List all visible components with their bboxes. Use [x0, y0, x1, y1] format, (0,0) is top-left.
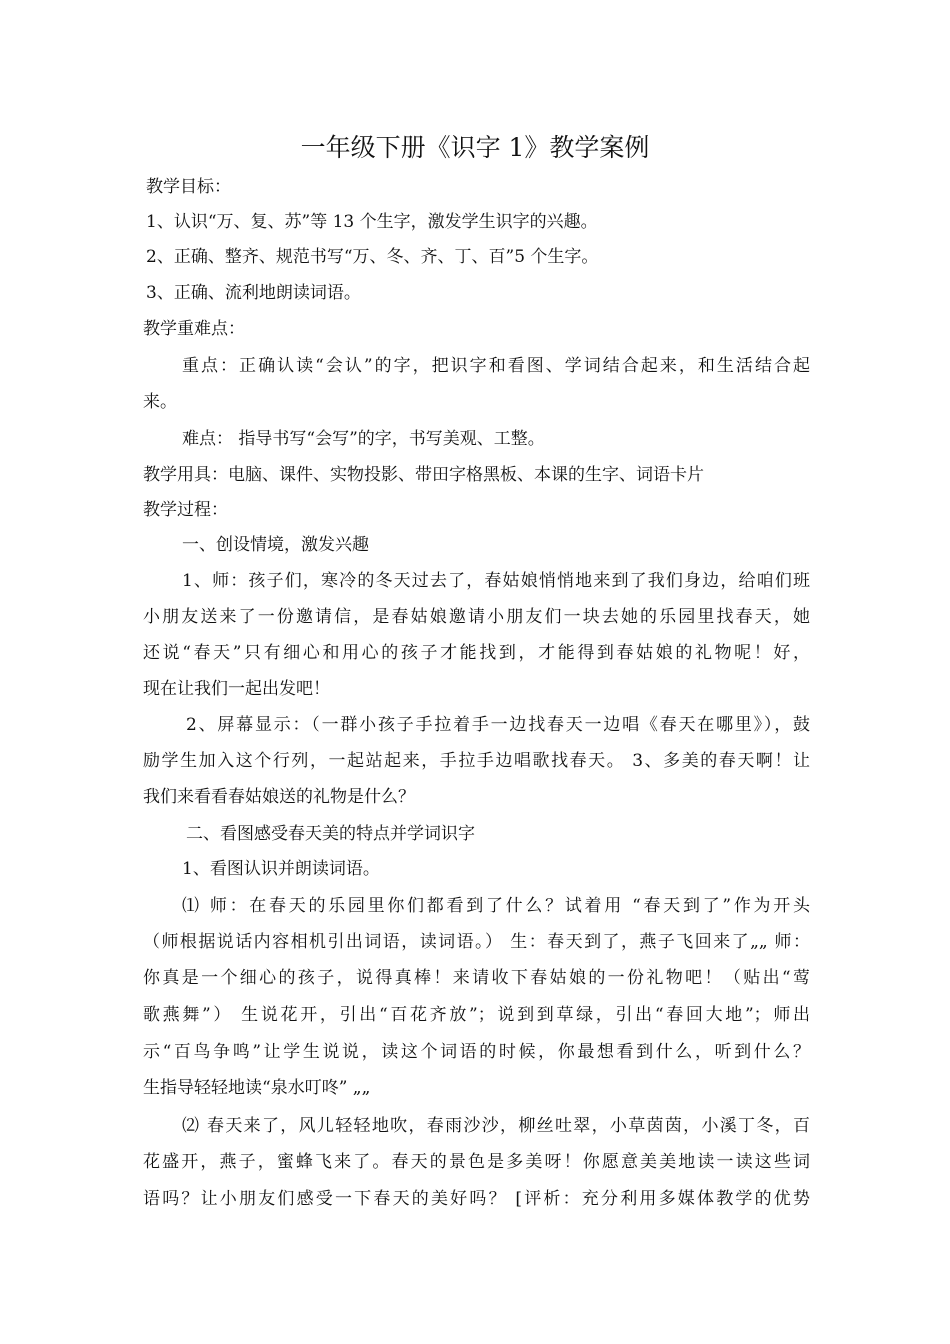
section1-p1-line: 还说“春天”只有细心和用心的孩子才能找到，才能得到春姑娘的礼物呢！好， [143, 643, 810, 663]
key-point-line: 重点：正确认读“会认”的字，把识字和看图、学词结合起来，和生活结合起 [182, 356, 810, 376]
goal-item: 3、正确、流利地朗读词语。 [146, 283, 361, 303]
section1-p1-line: 小朋友送来了一份邀请信，是春姑娘邀请小朋友们一块去她的乐园里找春天，她 [143, 607, 810, 627]
section2-p1-line: （师根据说话内容相机引出词语，读词语。） 生：春天到了，燕子飞回来了„„ 师： [143, 932, 810, 952]
section1-p2-line: 2、屏幕显示：（一群小孩子手拉着手一边找春天一边唱《春天在哪里》），鼓 [186, 715, 810, 735]
process-heading: 教学过程： [143, 500, 228, 520]
section2-p1-line: 歌燕舞”） 生说花开，引出“百花齐放”；说到到草绿，引出“春回大地”；师出 [143, 1005, 810, 1025]
tools-line: 教学用具：电脑、课件、实物投影、带田字格黑板、本课的生字、词语卡片 [143, 465, 704, 485]
section1-p2-line: 我们来看看春姑娘送的礼物是什么？ [143, 787, 415, 807]
key-point-line: 来。 [143, 392, 177, 412]
goal-item: 2、正确、整齐、规范书写“万、冬、齐、丁、百”5 个生字。 [146, 247, 599, 267]
section2-heading: 二、看图感受春天美的特点并学词识字 [186, 824, 475, 844]
section1-p1-line: 现在让我们一起出发吧！ [143, 679, 330, 699]
section2-p1-line: 生指导轻轻地读“泉水叮咚” „„ [143, 1078, 371, 1098]
section2-p1-line: ⑴ 师：在春天的乐园里你们都看到了什么？试着用 “春天到了”作为开头 [182, 896, 810, 916]
section1-p2-line: 励学生加入这个行列，一起站起来，手拉手边唱歌找春天。 3、多美的春天啊！让 [143, 751, 810, 771]
section1-p1-line: 1、师：孩子们，寒冷的冬天过去了，春姑娘悄悄地来到了我们身边，给咱们班 [182, 571, 810, 591]
key-heading: 教学重难点： [143, 319, 245, 339]
section2-p2-line: ⑵ 春天来了，风儿轻轻地吹，春雨沙沙，柳丝吐翠，小草茵茵，小溪丁冬，百 [182, 1116, 810, 1136]
section2-p1-line: 示“百鸟争鸣”让学生说说，读这个词语的时候，你最想看到什么，听到什么？ [143, 1042, 810, 1062]
document-title: 一年级下册《识字 1》教学案例 [300, 133, 650, 162]
section2-sub: 1、看图认识并朗读词语。 [182, 859, 380, 879]
goals-heading: 教学目标： [146, 177, 231, 197]
section2-p2-line: 语吗？让小朋友们感受一下春天的美好吗？ [评析：充分利用多媒体教学的优势 [143, 1189, 810, 1209]
section1-heading: 一、创设情境，激发兴趣 [182, 535, 369, 555]
difficult-point: 难点： 指导书写“会写”的字，书写美观、工整。 [182, 429, 545, 449]
goal-item: 1、认识“万、复、苏”等 13 个生字，激发学生识字的兴趣。 [146, 212, 598, 232]
section2-p2-line: 花盛开，燕子，蜜蜂飞来了。春天的景色是多美呀！你愿意美美地读一读这些词 [143, 1152, 810, 1172]
section2-p1-line: 你真是一个细心的孩子，说得真棒！来请收下春姑娘的一份礼物吧！（贴出“莺 [143, 968, 810, 988]
